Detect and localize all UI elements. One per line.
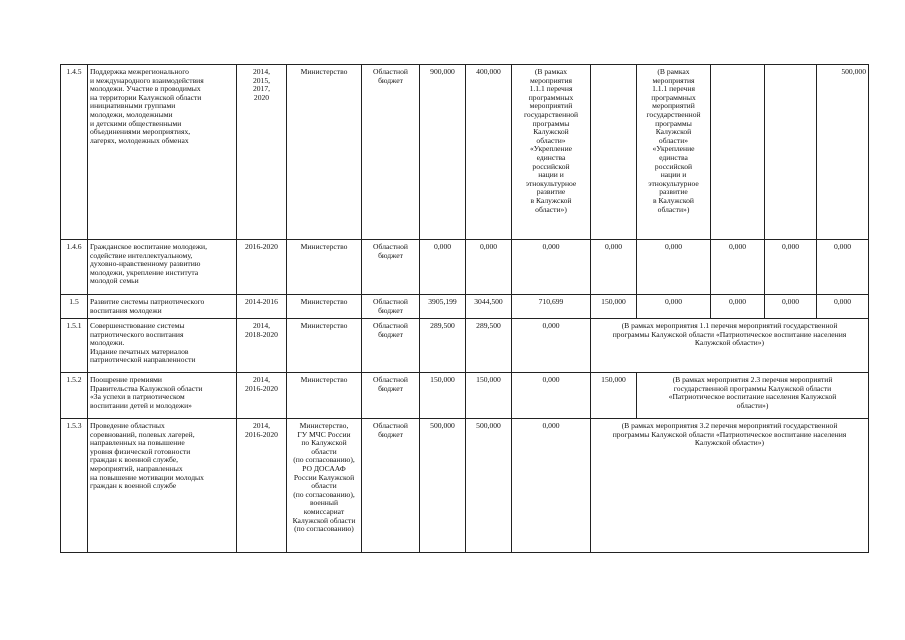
row-executor: Министерство bbox=[287, 373, 362, 419]
row-years: 2014-2016 bbox=[237, 295, 287, 319]
row-total: 500,000 bbox=[420, 419, 466, 553]
row-value-7: 0,000 bbox=[817, 240, 869, 295]
table-row bbox=[61, 419, 869, 553]
row-name: Поддержка межрегионального и международного взаимодействия молодежи. Участие в проводимых на территории Калужской области инициативными группами молодежи, молодежными и детскими общественными объединениями мероприятиях, лагерях, молодежных обменах bbox=[90, 67, 204, 145]
row-value-1: 3044,500 bbox=[466, 295, 512, 319]
row-value-5: 0,000 bbox=[711, 240, 765, 295]
row-number: 1.5.1 bbox=[61, 319, 88, 373]
row-executor: Министерство, ГУ МЧС России по Калужской области (по согласованию), РО ДОСААФ России Калужской области (по согласованию), военный комиссариат Калужской области (по согласованию) bbox=[292, 421, 356, 534]
row-source: Областной бюджет bbox=[373, 321, 408, 339]
row-name: Развитие системы патриотического воспитания молодежи bbox=[90, 297, 205, 315]
row-total: 3905,199 bbox=[420, 295, 466, 319]
row-value-3: 150,000 bbox=[591, 295, 637, 319]
row-name: Гражданское воспитание молодежи, содействие интеллектуальному, духовно-нравственному развитию молодежи, укрепление института молодой семьи bbox=[90, 242, 207, 286]
row-years: 2014, 2016-2020 bbox=[245, 375, 278, 393]
row-years: 2014, 2015, 2017, 2020 bbox=[252, 67, 271, 102]
row-years: 2014, 2016-2020 bbox=[245, 421, 278, 439]
row-value-7: 500,000 bbox=[817, 65, 869, 240]
row-value-4: 0,000 bbox=[637, 240, 711, 295]
row-source: Областной бюджет bbox=[373, 297, 408, 315]
row-value-1: 150,000 bbox=[466, 373, 512, 419]
row-executor: Министерство bbox=[287, 319, 362, 373]
row-years: 2014, 2018-2020 bbox=[245, 321, 278, 339]
row-value-5: 0,000 bbox=[711, 295, 765, 319]
row-total: 0,000 bbox=[420, 240, 466, 295]
row-total: 289,500 bbox=[420, 319, 466, 373]
row-value-1: 400,000 bbox=[466, 65, 512, 240]
row-number: 1.5.3 bbox=[61, 419, 88, 553]
row-name: Проведение областных соревнований, полевых лагерей, направленных на повышение уровня физической готовности граждан к военной службе, мероприятий, направленных на повышение мотивации молодых граждан к военной службе bbox=[90, 421, 204, 491]
row-name: Поощрение премиями Правительства Калужской области «За успехи в патриотическом воспитании детей и молодежи» bbox=[90, 375, 203, 410]
row-value-2: 0,000 bbox=[512, 240, 591, 295]
row-value-6: 0,000 bbox=[765, 240, 817, 295]
row-value-6: 0,000 bbox=[765, 295, 817, 319]
program-reference-note: (В рамках мероприятия 1.1 перечня мероприятий государственной программы Калужской области «Патриотическое воспитание населения Калужской области») bbox=[612, 321, 847, 348]
table-row bbox=[61, 295, 869, 319]
row-number: 1.4.5 bbox=[61, 65, 88, 240]
row-value-2: (В рамках мероприятия 1.1.1 перечня программных мероприятий государственной программы Калужской области» «Укрепление единства российской нации и этнокультурное развитие в Калужской области») bbox=[523, 67, 579, 214]
table-row bbox=[61, 65, 869, 240]
row-value-4: 0,000 bbox=[637, 295, 711, 319]
row-value-2: 0,000 bbox=[512, 373, 591, 419]
row-source: Областной бюджет bbox=[373, 421, 408, 439]
program-table bbox=[60, 64, 869, 553]
row-value-6 bbox=[765, 65, 817, 240]
row-value-1: 289,500 bbox=[466, 319, 512, 373]
row-value-3: 150,000 bbox=[591, 373, 637, 419]
row-value-1: 500,000 bbox=[466, 419, 512, 553]
row-value-3 bbox=[591, 65, 637, 240]
row-source: Областной бюджет bbox=[373, 375, 408, 393]
row-value-2: 0,000 bbox=[512, 419, 591, 553]
row-value-4: (В рамках мероприятия 1.1.1 перечня программных мероприятий государственной программы Калужской области» «Укрепление единства российской нации и этнокультурное развитие в Калужской области») bbox=[646, 67, 701, 214]
row-value-7: 0,000 bbox=[817, 295, 869, 319]
row-value-2: 0,000 bbox=[512, 319, 591, 373]
row-source: Областной бюджет bbox=[373, 67, 408, 85]
row-executor: Министерство bbox=[287, 295, 362, 319]
row-name: Совершенствование системы патриотического воспитания молодежи. Издание печатных материалов патриотической направленности bbox=[90, 321, 196, 365]
row-total: 900,000 bbox=[420, 65, 466, 240]
row-number: 1.5.2 bbox=[61, 373, 88, 419]
table-row bbox=[61, 373, 869, 419]
table-row bbox=[61, 240, 869, 295]
row-executor: Министерство bbox=[300, 67, 348, 76]
row-value-3: 0,000 bbox=[591, 240, 637, 295]
program-reference-note: (В рамках мероприятия 2.3 перечня мероприятий государственной программы Калужской области «Патриотическое воспитание населения Калужской области») bbox=[668, 375, 837, 410]
row-value-5 bbox=[711, 65, 765, 240]
table-row bbox=[61, 319, 869, 373]
row-value-1: 0,000 bbox=[466, 240, 512, 295]
row-value-2: 710,699 bbox=[512, 295, 591, 319]
row-number: 1.4.6 bbox=[61, 240, 88, 295]
row-total: 150,000 bbox=[420, 373, 466, 419]
row-years: 2016-2020 bbox=[237, 240, 287, 295]
row-executor: Министерство bbox=[287, 240, 362, 295]
row-number: 1.5 bbox=[61, 295, 88, 319]
row-source: Областной бюджет bbox=[373, 242, 408, 260]
program-reference-note: (В рамках мероприятия 3.2 перечня мероприятий государственной программы Калужской области «Патриотическое воспитание населения Калужской области») bbox=[612, 421, 847, 448]
